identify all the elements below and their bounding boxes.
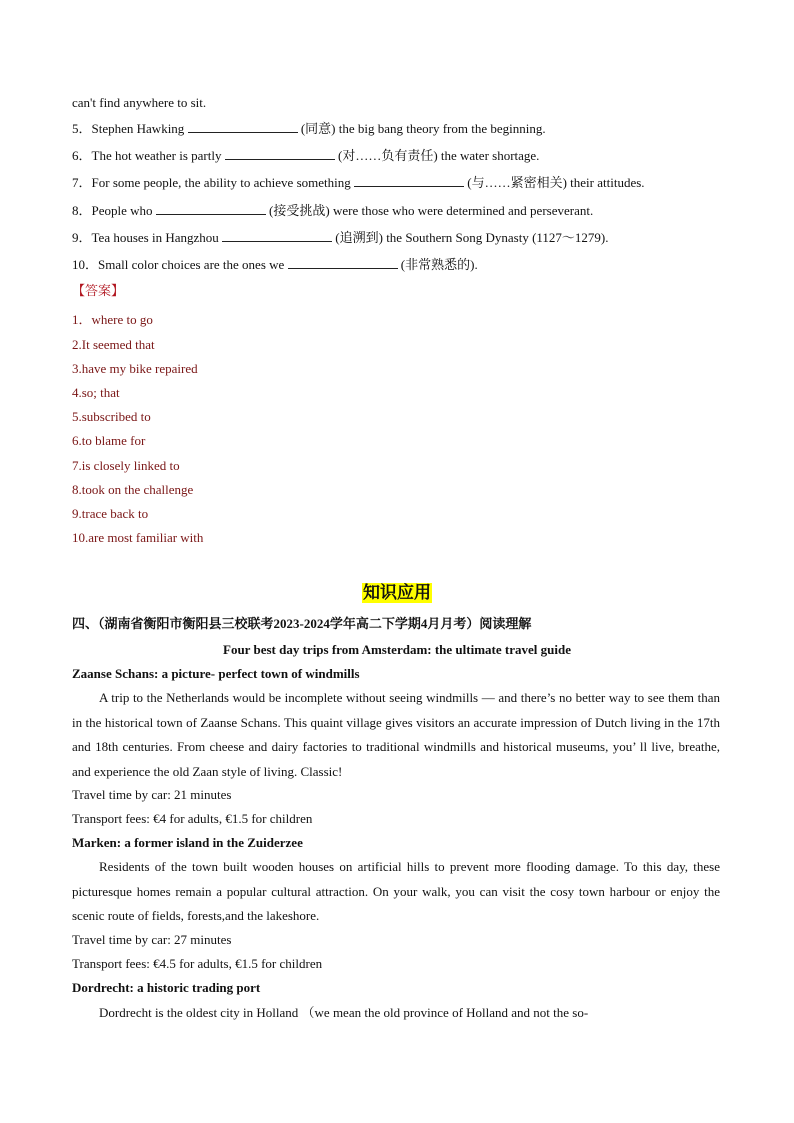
travel-time: Travel time by car: 27 minutes bbox=[72, 932, 232, 947]
exercise-text-after: (与……紧密相关) their attitudes. bbox=[467, 175, 645, 190]
article-title: Four best day trips from Amsterdam: the ultimate travel guide bbox=[223, 642, 571, 657]
answer-heading: 【答案】 bbox=[72, 283, 125, 298]
paragraph-text: Residents of the town built wooden houses on artificial hills to prevent more flooding damage. To this day, these picturesque homes remain a popular cultural attraction. On your walk, you can visit the cosy town harbour or enjoy the scenic route of fields, forests,and the lakeshore. bbox=[72, 859, 720, 923]
exercise-text-before: For some people, the ability to achieve something bbox=[91, 175, 351, 190]
section-title bbox=[0, 578, 794, 603]
answer-item: 2.It seemed that bbox=[72, 337, 155, 352]
exercise-text-before: People who bbox=[91, 203, 153, 218]
exercise-text-before: Small color choices are the ones we bbox=[98, 257, 285, 272]
exercise-item bbox=[72, 120, 546, 137]
answer-item: 8.took on the challenge bbox=[72, 482, 194, 497]
section-title-text: 知识应用 bbox=[363, 583, 431, 603]
answer-item: 5.subscribed to bbox=[72, 409, 151, 424]
exercise-text-after: (同意) the big bang theory from the beginning. bbox=[300, 121, 546, 136]
paragraph bbox=[72, 686, 720, 784]
exercise-text-after: (非常熟悉的). bbox=[400, 257, 478, 272]
answer-blank bbox=[354, 174, 464, 187]
exercise-number: 6． bbox=[72, 148, 92, 163]
answer-blank bbox=[222, 229, 332, 242]
exercise-text-before: The hot weather is partly bbox=[91, 148, 222, 163]
travel-time: Travel time by car: 21 minutes bbox=[72, 787, 232, 802]
exercise-text-after: (对……负有责任) the water shortage. bbox=[337, 148, 540, 163]
paragraph bbox=[72, 855, 720, 929]
question-header: 四、（湖南省衡阳市衡阳县三校联考2023-2024学年高二下学期4月月考）阅读理解 bbox=[72, 616, 532, 631]
answer-item: 7.is closely linked to bbox=[72, 458, 180, 473]
exercise-text-before: Stephen Hawking bbox=[91, 121, 185, 136]
exercise-item bbox=[72, 147, 539, 164]
answer-blank bbox=[156, 202, 266, 215]
paragraph bbox=[72, 1001, 720, 1026]
answer-item: 1．where to go bbox=[72, 312, 153, 327]
paragraph-text: A trip to the Netherlands would be incomplete without seeing windmills — and there’s no better way to see them than in the historical town of Zaanse Schans. This quaint village gives visitors an accurate impression of Dutch living in the 17th and 18th centuries. From cheese and dairy factories to traditional windmills and historical museums, you’ ll live, breathe, and experience the old Zaan style of living. Classic! bbox=[72, 690, 720, 779]
exercise-item bbox=[72, 256, 478, 273]
exercise-text-before: Tea houses in Hangzhou bbox=[91, 230, 219, 245]
section-heading: Marken: a former island in the Zuiderzee bbox=[72, 835, 303, 850]
section-heading: Dordrecht: a historic trading port bbox=[72, 980, 261, 995]
answer-blank bbox=[288, 256, 398, 269]
exercise-number: 7． bbox=[72, 175, 92, 190]
exercise-item bbox=[72, 202, 593, 219]
exercise-number: 9． bbox=[72, 230, 92, 245]
exercise-text-after: (接受挑战) were those who were determined and perseverant. bbox=[269, 203, 594, 218]
answer-blank bbox=[188, 120, 298, 133]
paragraph-text: Dordrecht is the oldest city in Holland （we mean the old province of Holland and not the so- bbox=[99, 1005, 589, 1020]
answer-item: 3.have my bike repaired bbox=[72, 361, 198, 376]
answer-item: 4.so; that bbox=[72, 385, 120, 400]
exercise-number: 5． bbox=[72, 121, 92, 136]
transport-fees: Transport fees: €4.5 for adults, €1.5 for children bbox=[72, 956, 323, 971]
answer-item: 6.to blame for bbox=[72, 433, 146, 448]
exercise-number: 10． bbox=[72, 257, 99, 272]
exercise-item bbox=[72, 174, 645, 191]
answer-item: 10.are most familiar with bbox=[72, 530, 204, 545]
section-heading: Zaanse Schans: a picture- perfect town of windmills bbox=[72, 666, 360, 681]
top-fragment: can't find anywhere to sit. bbox=[72, 95, 207, 110]
transport-fees: Transport fees: €4 for adults, €1.5 for children bbox=[72, 811, 313, 826]
exercise-number: 8． bbox=[72, 203, 92, 218]
answer-blank bbox=[225, 147, 335, 160]
exercise-text-after: (追溯到) the Southern Song Dynasty (1127～1279). bbox=[335, 230, 609, 245]
answer-item: 9.trace back to bbox=[72, 506, 149, 521]
exercise-item bbox=[72, 229, 609, 246]
